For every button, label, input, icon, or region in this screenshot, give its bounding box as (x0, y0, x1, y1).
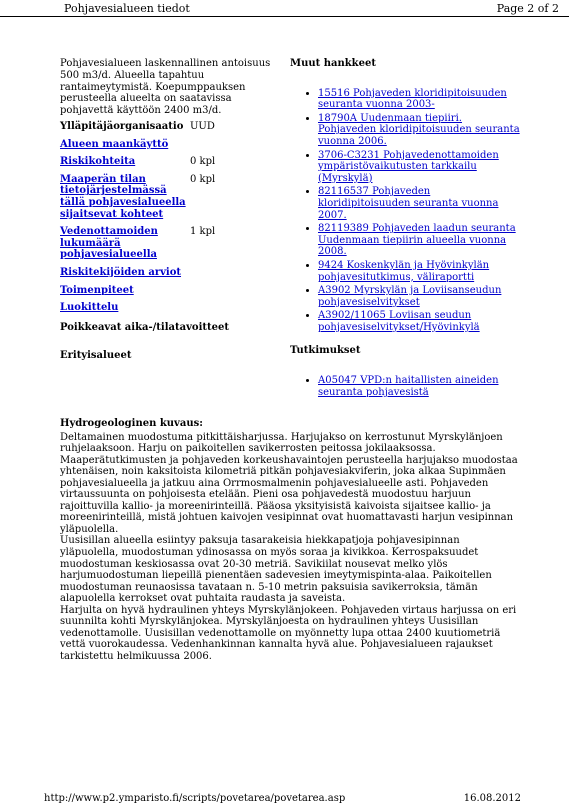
intro-text: Pohjavesialueen laskennallinen antoisuus 500 m3/d. Alueella tapahtuu rantaimeytymistä. Koepumppauksen perusteella alueelta on saatavissa pohjavettä käyttöön 2400 m3/d. (60, 58, 271, 117)
maankaytto-link[interactable]: Alueen maankäyttö (60, 138, 169, 150)
page-title: Pohjavesialueen tiedot (64, 2, 190, 15)
list-item (318, 310, 520, 333)
luokittelu-link[interactable]: Luokittelu (60, 302, 119, 314)
page-number: Page 2 of 2 (496, 2, 559, 15)
info-table (60, 121, 275, 320)
hydrogeology-text: Deltamainen muodostuma pitkittäisharjussa. Harjujakso on kerrostunut Myrskylänjoen ruhjelaaksoon. Harju on paikoitellen savikerrosten peitossa jokilaaksossa. Maaperätutkimusten ja pohjaveden korkeushavaintojen perusteella harjujakso muodostaa yhtenäisen, noin kaksitoista kilometriä pitkän pohjavesiakviferin, joka alkaa Supinmäen pohjavesialueella ja jatkuu aina Orrmosmalmenin pohjavesialueelle asti. Pohjaveden virtaussuunta on pohjoisesta etelään. Pieni osa pohjavedestä muodostuu harjuun rajoittuvilla kallio- ja moreenirinteillä. Pääosa yksityisistä kaivoista sijaitsee kallio- ja moreenirinteillä, mistä johtuen kaivojen vesipinnat ovat huomattavasti harjun vesipinnan yläpuolella. Uusisillan alueella esiintyy paksuja tasarakeisia hiekkapatjoja pohjavesipinnan yläpuolella, muodostuman ydinosassa on myös soraa ja kivikkoa. Kerrospaksuudet muodostuman keskiosassa ovat 20-30 metriä. Savikiilat nousevat melko ylös harjumuodostuman liepeillä pienentäen sadevesien imeytymispinta-alaa. Paikoitellen muodostuman reunaosissa tavataan n. 5-10 metrin paksuisia savikerroksia, tämän alapuolella kerrokset ovat puhtaita raudasta ja saveista. Harjulta on hyvä hydraulinen yhteys Myrskylänjokeen. Pohjaveden virtaus harjussa on eri suunnilta kohti Myrskylänjokea. Myrskylänjoesta on hydraulinen yhteys Uusisillan vedenottamolle. Uusisillan vedenottamolle on myönnetty lupa ottaa 2400 kuutiometriä vettä vuorokaudessa. Vedenhankinnan kannalta hyvä alue. Pohjavesialueen rajaukset tarkistettu helmikuussa 2006. (60, 431, 518, 662)
tutkimukset-list (290, 375, 520, 398)
muut-hankkeet-list (290, 88, 520, 334)
list-item (318, 260, 520, 283)
project-link[interactable]: A3902/11065 Loviisan seudun pohjavesiselvitykset/Hyövinkylä (318, 310, 480, 333)
toimenpiteet-link[interactable]: Toimenpiteet (60, 284, 134, 296)
project-link[interactable]: 9424 Koskenkylän ja Hyövinkylän pohjavesitutkimus, väliraportti (318, 259, 490, 283)
tutkimukset-title: Tutkimukset (290, 345, 361, 357)
project-link[interactable]: 18790A Uudenmaan tiepiiri. Pohjaveden kloridipitoisuuden seuranta vuonna 2006. (318, 112, 520, 147)
left-column (60, 58, 275, 361)
riskikohteita-link[interactable]: Riskikohteita (60, 156, 136, 168)
list-item (318, 186, 520, 221)
project-link[interactable]: 15516 Pohjaveden kloridipitoisuuden seuranta vuonna 2003- (318, 87, 507, 111)
list-item (318, 223, 520, 258)
footer-url: http://www.p2.ymparisto.fi/scripts/povetarea/povetarea.asp (44, 793, 346, 804)
vedenotto-value: 1 kpl (190, 226, 216, 238)
project-link[interactable]: A05047 VPD:n haitallisten aineiden seuranta pohjavesistä (318, 375, 499, 398)
info-row (60, 139, 275, 157)
hydrogeology-title: Hydrogeologinen kuvaus: (60, 418, 203, 429)
header-divider (0, 16, 569, 17)
project-link[interactable]: A3902 Myrskylän ja Loviisanseudun pohjavesiselvitykset (318, 285, 502, 308)
info-row (60, 226, 275, 267)
list-item (318, 375, 520, 398)
maaperan-value: 0 kpl (190, 173, 216, 185)
muut-hankkeet-title: Muut hankkeet (290, 58, 376, 69)
vedenotto-link[interactable]: Vedenottamoiden lukumäärä pohjavesialueella (60, 226, 158, 261)
info-row (60, 302, 275, 320)
list-item (318, 150, 520, 185)
riskitekijoiden-link[interactable]: Riskitekijöiden arviot (60, 266, 182, 278)
list-item (318, 285, 520, 308)
poikkeavat-label: Poikkeavat aika-/tilatavoitteet (60, 321, 229, 333)
project-link[interactable]: 82116537 Pohjaveden kloridipitoisuuden seuranta vuonna 2007. (318, 186, 499, 221)
footer-date: 16.08.2012 (463, 793, 521, 804)
info-row (60, 174, 275, 226)
info-row (60, 267, 275, 285)
info-row (60, 156, 275, 174)
list-item (318, 88, 520, 111)
page-header (64, 2, 559, 16)
info-row (60, 285, 275, 303)
yllapitaja-label: Ylläpitäjäorganisaatio (60, 120, 184, 132)
list-item (318, 113, 520, 148)
info-row (60, 121, 275, 139)
maaperan-link[interactable]: Maaperän tilan tietojärjestelmässä tällä pohjavesialueella sijaitsevat kohteet (60, 173, 186, 220)
hydrogeology-section (60, 418, 520, 662)
project-link[interactable]: 3706-C3231 Pohjavedenottamoiden ympäristövaikutusten tarkkailu (Myrskylä) (318, 149, 499, 184)
yllapitaja-value: UUD (190, 120, 215, 132)
right-column (290, 58, 520, 400)
erityisalueet-label: Erityisalueet (60, 349, 132, 361)
riskikohteita-value: 0 kpl (190, 156, 216, 168)
project-link[interactable]: 82119389 Pohjaveden laadun seuranta Uudenmaan tiepiirin alueella vuonna 2008. (318, 223, 516, 258)
